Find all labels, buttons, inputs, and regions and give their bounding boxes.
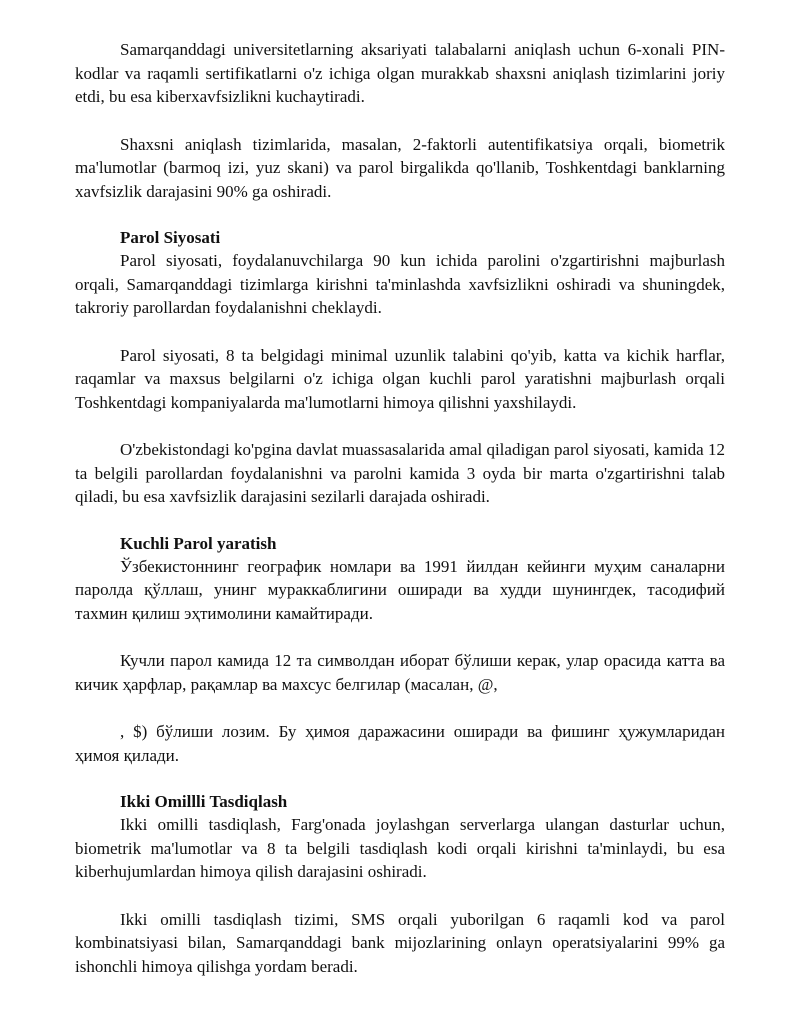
paragraph-kuchli-2: Кучли парол камида 12 та символдан иборат бўлиши керак, улар орасида катта ва кичик ҳарфлар, рақамлар ва махсус белгилар (масалан, @,: [75, 651, 725, 694]
document-page: [75, 38, 725, 978]
paragraph-kuchli-3: , $) бўлиши лозим. Бу ҳимоя даражасини оширади ва фишинг ҳужумларидан ҳимоя қилади.: [75, 722, 725, 765]
paragraph-ikki-2: Ikki omilli tasdiqlash tizimi, SMS orqali yuborilgan 6 raqamli kod va parol kombinatsiyasi bilan, Samarqanddagi bank mijozlarining onlayn operatsiyalarini 99% ga ishonchli himoya qilishga yordam beradi.: [75, 909, 725, 976]
paragraph-parol-1: Parol siyosati, foydalanuvchilarga 90 kun ichida parolini o'zgartirishni majburlash orqali, Samarqanddagi tizimlarga kirishni ta'minlashda xavfsizlikni oshiradi va shuningdek, takroriy parollardan foydalanishni cheklaydi.: [75, 251, 725, 317]
paragraph-kuchli-1: Ўзбекистоннинг географик номлари ва 1991 йилдан кейинги муҳим саналарни паролда қўллаш, унинг мураккаблигини оширади ва худди шунингдек, тасодифий тахмин қилиш эҳтимолини камайтиради.: [75, 556, 725, 623]
paragraph-parol-3: O'zbekistondagi ko'pgina davlat muassasalarida amal qiladigan parol siyosati, kamida 12 ta belgili parollardan foydalanishni va parolni kamida 3 oyda bir marta o'zgartirishni talab qiladi, bu esa xavfsizlik darajasini sezilarli darajada oshiradi.: [75, 440, 725, 506]
paragraph-intro-1: Samarqanddagi universitetlarning aksariyati talabalarni aniqlash uchun 6-xonali PIN-kodlar va raqamli sertifikatlarni o'z ichiga olgan murakkab shaxsni aniqlash tizimlarini joriy etdi, bu esa kiberxavfsizlikni kuchaytiradi.: [75, 40, 725, 106]
paragraph-intro-2: Shaxsni aniqlash tizimlarida, masalan, 2-faktorli autentifikatsiya orqali, biometrik ma'lumotlar (barmoq izi, yuz skani) va parol birgalikda qo'llanib, Toshkentdagi banklarning xavfsizlik darajasini 90% ga oshiradi.: [75, 134, 725, 201]
paragraph-ikki-1: Ikki omilli tasdiqlash, Farg'onada joylashgan serverlarga ulangan dasturlar uchun, biometrik ma'lumotlar va 8 ta belgili tasdiqlash kodi orqali kirishni ta'minlaydi, bu esa kiberhujumlardan himoya qilish darajasini oshiradi.: [75, 815, 725, 881]
heading-parol-siyosati: Parol Siyosati: [120, 228, 221, 247]
heading-kuchli-parol: Kuchli Parol yaratish: [120, 533, 277, 553]
heading-ikki-omilli: Ikki Omillli Tasdiqlash: [120, 792, 288, 811]
paragraph-parol-2: Parol siyosati, 8 ta belgidagi minimal uzunlik talabini qo'yib, katta va kichik harflar, raqamlar va maxsus belgilarni o'z ichiga olgan kuchli parol yaratishni majburlash orqali Toshkentdagi kompaniyalarda ma'lumotlarni himoya qilishni yaxshilaydi.: [75, 345, 725, 412]
